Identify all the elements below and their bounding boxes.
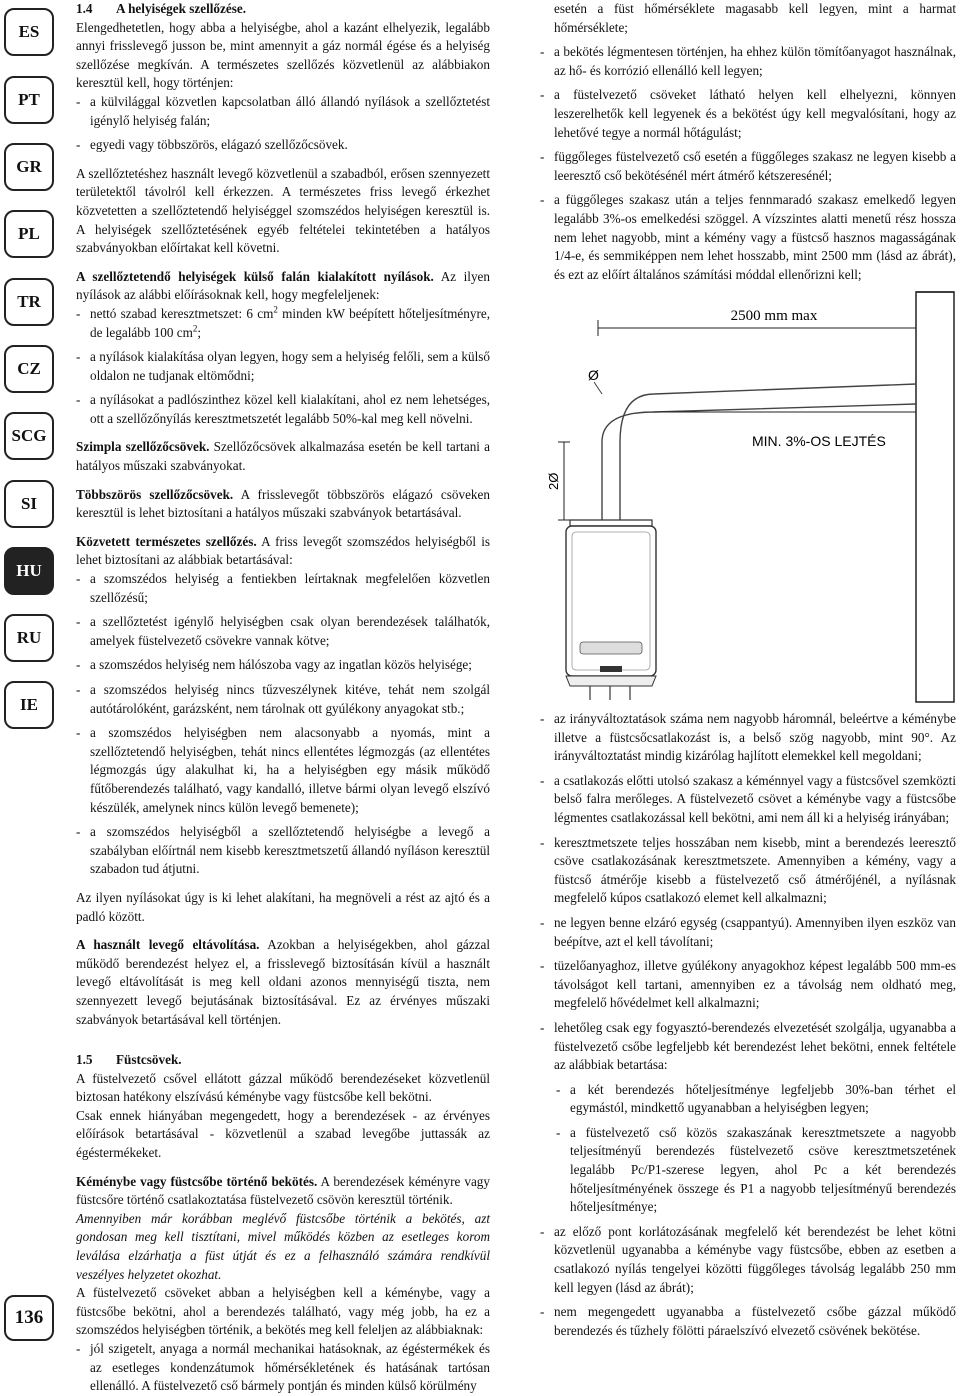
- lang-tab-es[interactable]: ES: [4, 8, 54, 56]
- length-label: 2500 mm max: [730, 308, 818, 324]
- lang-tab-pt[interactable]: PT: [4, 76, 54, 124]
- lang-tab-gr[interactable]: GR: [4, 143, 54, 191]
- list-item: - a füstelvezető csöveket látható helyen kell elhelyezni, könnyen leszerelhetők kell legyenek és a bekötést úgy kell megvalósítani, hogy az lehetővé tegye a normál hőtágulást;: [540, 87, 956, 140]
- flue-diagram-svg: [540, 290, 956, 704]
- section-number: 1.4: [76, 1, 93, 16]
- boiler-control-panel: [580, 642, 642, 654]
- double-diameter-label: 2Ø: [546, 472, 561, 490]
- list-item: - a külvilággal közvetlen kapcsolatban álló állandó nyílások a szellőztetést igénylő helyiség falán;: [76, 93, 490, 128]
- list-item: - a bekötés légmentesen történjen, ha ehhez külön tömítőanyagot használnak, az hő- és korrózió ellenálló kell legyen;: [540, 44, 956, 78]
- right-column-lower: [540, 710, 956, 1340]
- list-item: - a szomszédos helyiség nem hálószoba vagy az ingatlan közös helyisége;: [76, 657, 472, 673]
- list-item: - a szomszédos helyiségből a szellőztetendő helyiségbe a levegő a szabályban előírtnál nem kisebb keresztmetszetű állandó nyíláson keresztül szabadon tud átjutni.: [76, 824, 490, 877]
- list-item: - a szomszédos helyiség a fentiekben leírtaknak megfelelően közvetlen szellőzésű;: [76, 571, 490, 605]
- paragraph: Elengedhetetlen, hogy abba a helyiségbe, ahol a kazánt elhelyezik, legalább annyi frisslevegő jusson be, mint amennyit a gáz normál égése és a helyiség szellőzése megkíván. A természetes szellőzés közvetlenül az alábbiakon keresztül kell, hogy történjen:: [76, 19, 490, 91]
- list-item: - ne legyen benne elzáró egység (csappantyú). Amennyiben ilyen eszköz van beépítve, azt el kell távolítani;: [540, 914, 956, 949]
- language-sidebar: [0, 0, 62, 1339]
- sub-list-item: - a két berendezés hőteljesítménye legfeljebb 30%-ban térhet el egymástól, mindkettő ugyanabban a helyiségben legyen;: [556, 1081, 956, 1116]
- list-item: - nettó szabad keresztmetszet: 6 $cm^2$ minden kW beépített hőteljesítményre, de legalább 100 $cm^2$;: [76, 304, 490, 340]
- sub-list-item: - a füstelvezető cső közös szakaszának keresztmetszete a nagyobb teljesítményű berendezés füstelvezető csöve keresztmetszetének legalább Pc/P1-szerese legyen, ahol Pc a két berendezés hőteljesítményének összege és P1 a nagyobb teljesítményű berendezés hőteljesítménye;: [556, 1124, 956, 1215]
- lang-tab-ru[interactable]: RU: [4, 614, 54, 662]
- lang-tab-hu[interactable]: HU: [4, 547, 54, 595]
- list-item: - a nyílásokat a padlószinthez közel kell kialakítani, ahol ez nem lehetséges, ott a szellőzőnyílás keresztmetszetét legalább 50%-kal meg kell növelni.: [76, 392, 490, 426]
- list-item: - jól szigetelt, anyaga a normál mechanikai hatásoknak, az égéstermékek és az esetleges kondenzátumok hőmérsékletének és hatásának tartósan ellenálló. A füstelvezető cső bármely pontján és minden külső körülmény: [76, 1341, 490, 1394]
- list-item: - egyedi vagy többszörös, elágazó szellőzőcsövek.: [76, 137, 348, 153]
- section-heading-1-4: [76, 0, 490, 19]
- lang-tab-scg[interactable]: SCG: [4, 412, 54, 460]
- section-title: A helyiségek szellőzése.: [116, 1, 247, 16]
- page-number: 136: [4, 1295, 54, 1341]
- lang-tab-tr[interactable]: TR: [4, 278, 54, 326]
- list-item: - az előző pont korlátozásának megfelelő két berendezést be lehet kötni közvetlenül ugyanabba a kéménybe vagy füstcsőbe, ebben az esetben a csatlakozó nyílás tengelyei közötti függőleges távolság legalább 250 mm kell legyen (lásd az ábrát);: [540, 1223, 956, 1295]
- paragraph: Többszörös szellőzőcsövek. A frisslevegőt többszörös elágazó csöveken keresztül is lehet biztosítani a hatályos műszaki szabványok betartásával.: [76, 486, 490, 521]
- section-title: Füstcsövek.: [116, 1052, 182, 1068]
- section-number: 1.5: [76, 1052, 93, 1068]
- warning-paragraph: Amennyiben már korábban meglévő füstcsőbe történik a bekötés, azt gondosan meg kell tisztítani, mivel működés közben az esetleges korom leválása elzárhatja a füst útját és ez a felhasználó számára rendkívül veszélyes helyzetet okozhat.: [76, 1210, 490, 1282]
- slope-label: MIN. 3%-OS LEJTÉS: [752, 433, 886, 449]
- list-item: - a szellőztetést igénylő helyiségben csak olyan berendezések találhatók, amelyek füstelvezető csövekre vannak kötve;: [76, 614, 490, 648]
- lang-tab-si[interactable]: SI: [4, 480, 54, 528]
- paragraph: A füstelvezető csővel ellátott gázzal működő berendezéseket közvetlenül biztosan hatékony elszívású kéménybe vagy füstcsőbe kell bekötni.: [76, 1070, 490, 1105]
- list-item: - tüzelőanyaghoz, illetve gyúlékony anyagokhoz képest legalább 500 mm-es távolságot kell tartani, amennyiben ez a távolság nem oldható meg, megfelelő hővédelmet kell alkalmazni;: [540, 958, 956, 1011]
- paragraph: Szimpla szellőzőcsövek. Szellőzőcsövek alkalmazása esetén be kell tartani a hatályos műszaki szabványokat.: [76, 439, 490, 474]
- section-heading-1-5: [76, 1051, 490, 1070]
- paragraph: Kéménybe vagy füstcsőbe történő bekötés. A berendezések kéményre vagy füstcsőre történő csatlakoztatása füstelvezető csövön keresztül történik.: [76, 1173, 490, 1208]
- list-item: - a szomszédos helyiség nincs tűzveszélynek kitéve, tehát nem szolgál autótárolóként, garázsként, nem tárolnak ott gyúlékony anyagokat stb.;: [76, 682, 490, 716]
- paragraph-continuation: esetén a füst hőmérséklete magasabb kell legyen, mint a harmat hőmérséklete;: [554, 1, 956, 35]
- boiler-unit: [566, 520, 656, 700]
- left-column: [76, 0, 490, 1396]
- list-item: - az irányváltoztatások száma nem nagyobb háromnál, beleértve a kéménybe illetve a füstcsőcsatlakozást is, a belső szög nagyobb, mint 90°. Az irányváltoztatást mindig kizárólag hajlított elemekkel kell megoldani;: [540, 711, 956, 764]
- list-item: - keresztmetszete teljes hosszában nem kisebb, mint a berendezés leeresztő csöve csatlakozásának keresztmetszete. Amennyiben a kémény, vagy a füstcső átmérője kisebb a füstelvezető cső átmérőjénél, a nyílásnak megfelelő kúpos csatlakozó elemet kell alkalmazni;: [540, 834, 956, 906]
- list-item: - a csatlakozás előtti utolsó szakasz a kéménnyel vagy a füstcsővel szemközti belső falra merőleges. A füstelvezető csövet a kéménybe vagy a füstcsőbe légmentes csatlakozással kell bekötni, ami nem áll ki a helyiség irányában;: [540, 772, 956, 825]
- paragraph: A szellőztetendő helyiségek külső falán kialakított nyílások. Az ilyen nyílások az alábbi előírásoknak kell, hogy megfeleljenek:: [76, 268, 490, 303]
- paragraph: A füstelvezető csöveket abban a helyiségben kell a kéménybe, vagy a füstcsőbe bekötni, ahol a berendezés található, vagy még jobb, ha ez a szomszédos helyiségben történik, a bekötés meg kell feleljen az alábbiaknak:: [76, 1285, 490, 1338]
- right-column: [540, 0, 956, 284]
- paragraph: Közvetett természetes szellőzés. A friss levegőt szomszédos helyiségből is lehet biztosítani az alábbiak betartásával:: [76, 533, 490, 568]
- flue-installation-diagram: [540, 290, 956, 704]
- paragraph: Az ilyen nyílásokat úgy is ki lehet alakítani, ha megnöveli a rést az ajtó és a padló között.: [76, 889, 490, 924]
- paragraph: Csak ennek hiányában megengedett, hogy a berendezések - az érvényes előírások betartásával - közvetlenül a szabad levegőbe juttassák az égéstermékeket.: [76, 1107, 490, 1161]
- list-item: - függőleges füstelvezető cső esetén a függőleges szakasz ne legyen kisebb a leeresztő cső bekötésénél mért átmérő kétszeresénél;: [540, 149, 956, 183]
- list-item: - a szomszédos helyiségben nem alacsonyabb a nyomás, mint a szellőztetendő helyiségben, tehát nincs ellentétes légmozgás (az ellentétes légmozgás úgy alakulhat ki, ha a helyiségben egy másik működő fűtőberendezés található, vagy kandalló, illetve bármi olyan levegő elszívó készülék, amelynek nincs külön levegő bemenete);: [76, 725, 490, 815]
- lang-tab-ie[interactable]: IE: [4, 681, 54, 729]
- lang-tab-pl[interactable]: PL: [4, 210, 54, 258]
- paragraph: A szellőztetéshez használt levegő közvetlenül a szabadból, erősen szennyezett területektől távolról kell érkezzen. A természetes friss levegő érkezhet közvetetten a szellőztetendő helyiséggel szomszédos helyiségen keresztül is. A helyiségek szellőztetésének egyéb feltételei tekintetében a hatályos szabványokban előírtakat kell követni.: [76, 165, 490, 256]
- lang-tab-cz[interactable]: CZ: [4, 345, 54, 393]
- list-item: - nem megengedett ugyanabba a füstelvezető csőbe gázzal működő berendezés és tűzhely fölötti páraelszívó elvezető csövének bekötése.: [540, 1304, 956, 1338]
- list-item: - a nyílások kialakítása olyan legyen, hogy sem a helyiség felőli, sem a külső oldalon ne tudjanak eltömődni;: [76, 349, 490, 383]
- diameter-label: Ø: [588, 367, 599, 383]
- list-item: - a függőleges szakasz után a teljes fennmaradó szakasz emelkedő legyen legalább 3%-os emelkedési szöggel. A vízszintes alatti menetű rész hossza nem lehet nagyobb, mint a kémény vagy a füstcső hasznos magasságának 1/4-e, és semmiképpen nem lehet hosszabb, mint 2500 mm (lásd az ábrát), és ezt az előírt általános számítási móddal ellenőrizni kell;: [540, 192, 956, 282]
- chimney-wall: [916, 292, 954, 702]
- list-item: - lehetőleg csak egy fogyasztó-berendezés elvezetését szolgálja, ugyanabba a füstelvezető csőbe legfeljebb két berendezést lehet bekötni, ennek feltétele az alábbiak betartása:: [540, 1019, 956, 1073]
- paragraph: A használt levegő eltávolítása. Azokban a helyiségekben, ahol gázzal működő berendezést helyez el, a frisslevegő biztosításán kívül a használt levegő eltávolítását is meg kell oldani azonos mennyiségű tiszta, nem szennyezett levegő bejutásának biztosításával. Ez az érvényes műszaki szabványok betartásával kell történjen.: [76, 937, 490, 1027]
